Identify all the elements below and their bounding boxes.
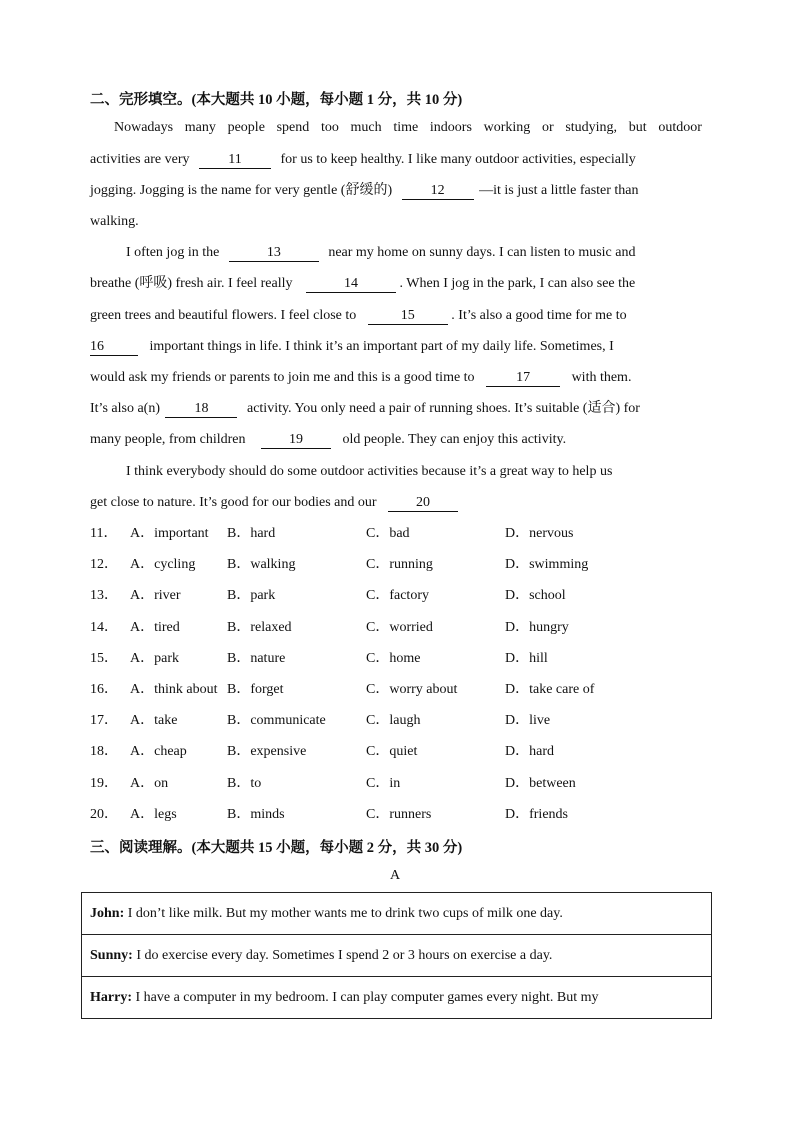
speaker-name: Sunny: (90, 947, 133, 963)
option-a[interactable]: A．river (130, 588, 181, 604)
option-c[interactable]: C．in (366, 775, 401, 791)
question-number: 17． (90, 713, 118, 729)
passage-word: people (227, 120, 265, 135)
passage-line: activities are very 11 for us to keep healthy. I like many outdoor activities, especially (90, 152, 636, 167)
option-c[interactable]: C．runners (366, 806, 432, 822)
blank-12[interactable]: 12 (402, 183, 474, 200)
option-c[interactable]: C．worried (366, 619, 433, 635)
blank-14[interactable]: 14 (306, 276, 396, 293)
table-row (82, 935, 712, 977)
passage-word: indoors (429, 120, 472, 135)
passage-word: but (628, 120, 647, 135)
option-b[interactable]: B．park (227, 588, 276, 604)
option-d[interactable]: D．live (505, 713, 551, 729)
passage-word: too (320, 120, 339, 135)
blank-17[interactable]: 17 (486, 370, 560, 387)
question-number: 19． (90, 775, 118, 791)
option-c[interactable]: C．home (366, 650, 421, 666)
speaker-text: I don’t like milk. But my mother wants me to drink two cups of milk one day. (124, 905, 563, 921)
option-d[interactable]: D．friends (505, 806, 568, 822)
passage-word: working (483, 120, 531, 135)
option-a[interactable]: A．cheap (130, 744, 187, 760)
passage-line: get close to nature. It’s good for our bodies and our 20 (90, 492, 702, 514)
option-b[interactable]: B．relaxed (227, 619, 292, 635)
question-number: 20． (90, 806, 118, 822)
section-2-heading: 二、完形填空。(本大题共 10 小题，每小题 1 分，共 10 分) (90, 92, 463, 108)
speaker-name: John: (90, 905, 125, 921)
option-b[interactable]: B．forget (227, 682, 284, 697)
option-row (90, 679, 710, 701)
option-b[interactable]: B．communicate (227, 713, 326, 729)
option-d[interactable]: D．nervous (505, 526, 574, 541)
option-c[interactable]: C．bad (366, 526, 410, 541)
option-row (90, 804, 710, 826)
option-a[interactable]: A．legs (130, 806, 177, 822)
blank-18[interactable]: 18 (165, 401, 237, 418)
question-number: 13． (90, 588, 118, 604)
question-number: 18． (90, 744, 118, 760)
option-row (90, 710, 710, 732)
question-number: 14． (90, 619, 118, 635)
option-b[interactable]: B．expensive (227, 744, 307, 760)
option-c[interactable]: C．worry about (366, 682, 458, 697)
option-a[interactable]: A．tired (130, 619, 180, 635)
option-b[interactable]: B．minds (227, 806, 285, 822)
question-number: 12． (90, 557, 118, 573)
passage-line: many people, from children 19 old people. They can enjoy this activity. (90, 432, 567, 447)
speaker-name: Harry: (90, 989, 132, 1005)
passage-word: many (184, 120, 216, 135)
blank-16[interactable]: 16 (90, 339, 138, 356)
table-row (82, 893, 712, 935)
passage-line: jogging. Jogging is the name for very gentle (舒缓的) 12 —it is just a little faster than (90, 183, 639, 198)
passage-line: I think everybody should do some outdoor activities because it’s a great way to help us (126, 464, 613, 479)
option-a[interactable]: A．on (130, 775, 169, 791)
option-d[interactable]: D．hard (505, 744, 554, 760)
question-number: 16． (90, 682, 118, 697)
option-row (90, 648, 710, 670)
blank-19[interactable]: 19 (261, 432, 331, 449)
speaker-text: I have a computer in my bedroom. I can play computer games every night. But my (131, 989, 599, 1005)
option-row (90, 773, 710, 795)
passage-word: spend (276, 120, 310, 135)
section-3-heading: 三、阅读理解。(本大题共 15 小题，每小题 2 分，共 30 分) (90, 840, 463, 856)
passage-word: studying, (565, 120, 618, 135)
option-d[interactable]: D．school (505, 588, 566, 604)
option-c[interactable]: C．laugh (366, 713, 421, 729)
passage-line: breathe (呼吸) fresh air. I feel really 14 . When I jog in the park, I can also see the (90, 276, 636, 291)
option-a[interactable]: A．think about (130, 682, 218, 697)
blank-15[interactable]: 15 (368, 308, 448, 325)
blank-20[interactable]: 20 (388, 495, 458, 512)
passage-line: It’s also a(n) 18 activity. You only need a pair of running shoes. It’s suitable (适合) for (90, 401, 640, 416)
table-row (82, 977, 712, 1019)
option-row (90, 554, 710, 576)
option-c[interactable]: C．quiet (366, 744, 418, 760)
passage-line: I often jog in the 13 near my home on sunny days. I can listen to music and (126, 245, 636, 260)
passage-line (114, 117, 702, 139)
option-a[interactable]: A．important (130, 526, 209, 541)
passage-word: outdoor (658, 120, 702, 135)
option-c[interactable]: C．running (366, 557, 433, 573)
blank-13[interactable]: 13 (229, 245, 319, 262)
option-b[interactable]: B．hard (227, 526, 276, 541)
option-c[interactable]: C．factory (366, 588, 429, 604)
passage-word: Nowadays (114, 120, 174, 135)
option-row (90, 617, 710, 639)
option-row (90, 585, 710, 607)
option-d[interactable]: D．between (505, 775, 576, 791)
option-b[interactable]: B．walking (227, 557, 296, 573)
question-number: 11． (90, 526, 118, 541)
option-d[interactable]: D．take care of (505, 682, 595, 697)
passage-word: or (541, 120, 554, 135)
passage-line: would ask my friends or parents to join me and this is a good time to 17 with them. (90, 370, 632, 385)
option-row (90, 741, 710, 763)
passage-word: much (350, 120, 382, 135)
option-a[interactable]: A．cycling (130, 557, 196, 573)
option-d[interactable]: D．swimming (505, 557, 589, 573)
option-a[interactable]: A．take (130, 713, 178, 729)
speaker-text: I do exercise every day. Sometimes I spend 2 or 3 hours on exercise a day. (132, 947, 553, 963)
option-d[interactable]: D．hill (505, 650, 548, 666)
passage-line: walking. (90, 214, 139, 229)
question-number: 15． (90, 650, 118, 666)
option-b[interactable]: B．nature (227, 650, 286, 666)
part-label: A (390, 868, 401, 883)
passage-line: 16 important things in life. I think it’s an important part of my daily life. Sometimes, I (90, 339, 614, 354)
option-b[interactable]: B．to (227, 775, 262, 791)
option-row (90, 523, 710, 545)
option-a[interactable]: A．park (130, 650, 179, 666)
reading-table (81, 892, 712, 1019)
passage-line: green trees and beautiful flowers. I feel close to 15 . It’s also a good time for me to (90, 308, 627, 323)
blank-11[interactable]: 11 (199, 152, 271, 169)
option-d[interactable]: D．hungry (505, 619, 569, 635)
passage-word: time (393, 120, 419, 135)
